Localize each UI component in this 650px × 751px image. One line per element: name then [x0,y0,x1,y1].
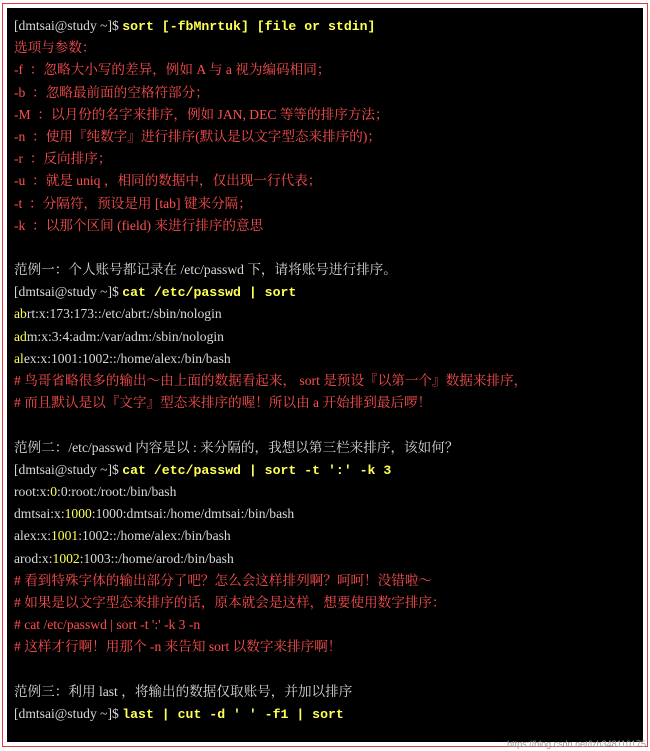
shell-prompt: [dmtsai@study ~]$ [14,18,119,33]
comment-line: # 鸟哥省略很多的输出～由上面的数据看起来， sort 是预设『以第一个』数据来排序， [14,373,528,388]
output-line [14,503,639,525]
output-text: :1000:dmtsai:/home/dmtsai:/bin/bash [91,506,295,522]
output-text: m:x:3:4:adm:/var/adm:/sbin/nologin [26,328,224,344]
output-text: :0:root:/root:/bin/bash [57,483,177,499]
output-text: :1002::/home/alex:/bin/bash [78,528,231,544]
highlight-text: ab [14,306,27,322]
comment-line: -k ：以那个区间 (field) 来进行排序的意思 [14,217,264,233]
output-line [14,525,639,547]
terminal-panel [7,8,643,742]
output-text: dmtsai:x: [14,506,65,522]
text-line: 范例一：个人账号都记录在 /etc/passwd 下，请将账号进行排序。 [14,262,397,278]
comment-line: # 而且默认是以『文字』型态来排序的喔！所以由 a 开始排到最后啰！ [14,395,432,411]
terminal-output [14,15,639,742]
highlight-text: al [14,350,24,366]
output-line [14,548,639,570]
comment-line: # cat /etc/passwd | sort -t ':' -k 3 -n [14,617,201,633]
shell-prompt: [dmtsai@study ~]$ [14,461,119,477]
watermark: https://blog.csdn.net/lzb348110175 [507,739,646,749]
output-text: rt:x:173:173::/etc/abrt:/sbin/nologin [26,306,222,322]
command-line [14,15,639,37]
comment-line: # 这样才行啊！用那个 -n 来告知 sort 以数字来排序啊！ [14,639,342,655]
command-text: cat /etc/passwd | sort [122,285,297,301]
comment-line: 选项与参数： [14,40,96,56]
comment-line: # 看到特殊字体的输出部分了吧？怎么会这样排列啊？呵呵！没错啦～ [14,572,433,588]
output-text: root:x: [14,483,51,499]
comment-line: -f ：忽略大小写的差异，例如 A 与 a 视为编码相同； [14,62,331,78]
blank-line [14,658,639,680]
comment-line: -n ：使用『纯数字』进行排序(默认是以文字型态来排序的)； [14,128,382,144]
shell-prompt: [dmtsai@study ~]$ [14,284,119,300]
comment-line: -M ：以月份的名字来排序，例如 JAN, DEC 等等的排序方法； [14,106,389,122]
command-text: last | cut -d ' ' -f1 | sort [122,706,344,722]
output-text: ex:x:1001:1002::/home/alex:/bin/bash [23,350,231,366]
output-line [14,303,639,325]
comment-line: -t ：分隔符，预设是用 [tab] 键来分隔； [14,195,252,211]
comment-line: # 如果是以文字型态来排序的话，原本就会是这样，想要使用数字排序： [14,594,446,610]
shell-prompt: [dmtsai@study ~]$ [14,705,119,721]
command-text: cat /etc/passwd | sort -t ':' -k 3 [122,462,392,478]
output-text: arod:x: [14,550,53,566]
highlight-text: 0 [50,483,58,499]
output-line [14,348,639,370]
highlight-text: 1001 [51,528,79,544]
output-text: :1003::/home/arod:/bin/bash [79,550,234,566]
command-line [14,459,639,481]
code-block-frame [2,3,648,747]
output-line [14,326,639,348]
output-line [14,481,639,503]
comment-line: -b ：忽略最前面的空格符部分； [14,84,209,100]
comment-line: -r ：反向排序； [14,151,112,167]
highlight-text: ad [14,328,27,344]
command-line [14,281,639,303]
command-line [14,703,639,725]
blank-line [14,237,639,259]
text-line: 范例三：利用 last ，将输出的数据仅取账号，并加以排序 [14,683,353,699]
highlight-text: 1002 [52,550,80,566]
text-line: 范例二：/etc/passwd 内容是以 : 来分隔的，我想以第三栏来排序，该如何？ [14,439,459,455]
output-text: alex:x: [14,528,51,544]
comment-line: -u ：就是 uniq ，相同的数据中，仅出现一行代表； [14,173,322,189]
command-text: sort [-fbMnrtuk] [file or stdin] [122,19,376,34]
highlight-text: 1000 [64,506,92,522]
blank-line [14,414,639,436]
